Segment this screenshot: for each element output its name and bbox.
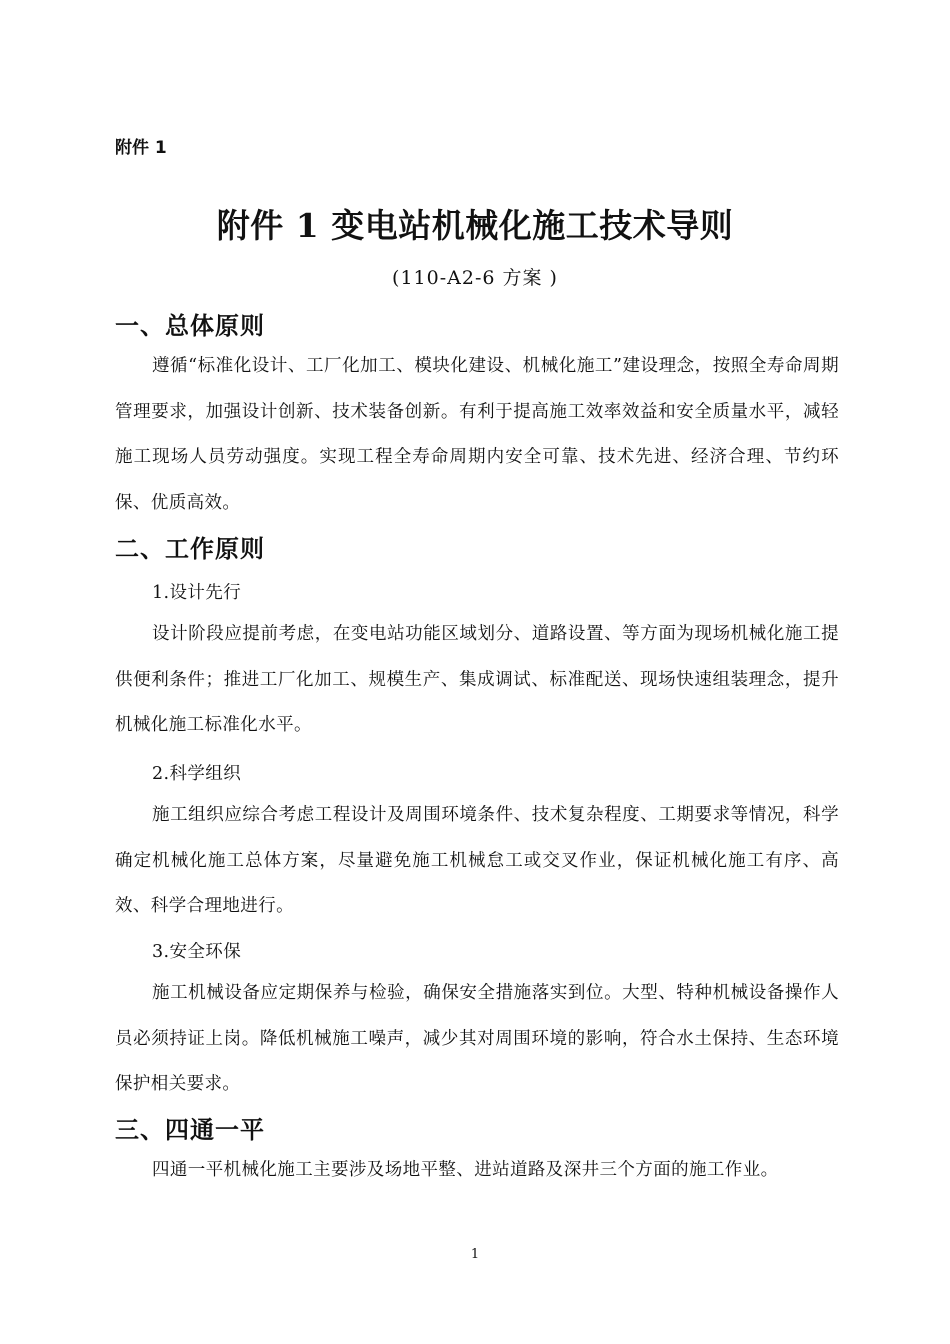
subheading-design-first: 1.设计先行 <box>152 583 242 603</box>
document-subtitle: (110-A2-6 方案 ) <box>392 267 558 289</box>
section-heading-work-principles: 二、工作原则 <box>115 535 265 563</box>
page-number: 1 <box>470 1247 480 1262</box>
paragraph-four-links-one-level: 四通一平机械化施工主要涉及场地平整、进站道路及深井三个方面的施工作业。 <box>152 1160 779 1180</box>
document-title: 附件 1 变电站机械化施工技术导则 <box>216 206 734 245</box>
paragraph-design-first: 设计阶段应提前考虑，在变电站功能区域划分、道路设置、等方面为现场机械化施工提供便利条件；推进工厂化加工、规模生产、集成调试、标准配送、现场快速组装理念，提升机械化施工标准化水平。 <box>115 624 839 735</box>
paragraph-safety-environment: 施工机械设备应定期保养与检验，确保安全措施落实到位。大型、特种机械设备操作人员必须持证上岗。降低机械施工噪声，减少其对周围环境的影响，符合水土保持、生态环境保护相关要求。 <box>115 983 839 1094</box>
paragraph-scientific-organization: 施工组织应综合考虑工程设计及周围环境条件、技术复杂程度、工期要求等情况，科学确定机械化施工总体方案，尽量避免施工机械怠工或交叉作业，保证机械化施工有序、高效、科学合理地进行。 <box>115 805 839 916</box>
attachment-label: 附件 1 <box>115 138 167 158</box>
section-heading-four-links-one-level: 三、四通一平 <box>115 1116 265 1144</box>
subheading-scientific-organization: 2.科学组织 <box>152 764 242 784</box>
section-heading-general-principles: 一、总体原则 <box>115 312 265 340</box>
subheading-safety-environment: 3.安全环保 <box>152 942 242 962</box>
paragraph-general-principles: 遵循“标准化设计、工厂化加工、模块化建设、机械化施工”建设理念，按照全寿命周期管理要求，加强设计创新、技术装备创新。有利于提高施工效率效益和安全质量水平，减轻施工现场人员劳动强度。实现工程全寿命周期内安全可靠、技术先进、经济合理、节约环保、优质高效。 <box>115 356 839 513</box>
